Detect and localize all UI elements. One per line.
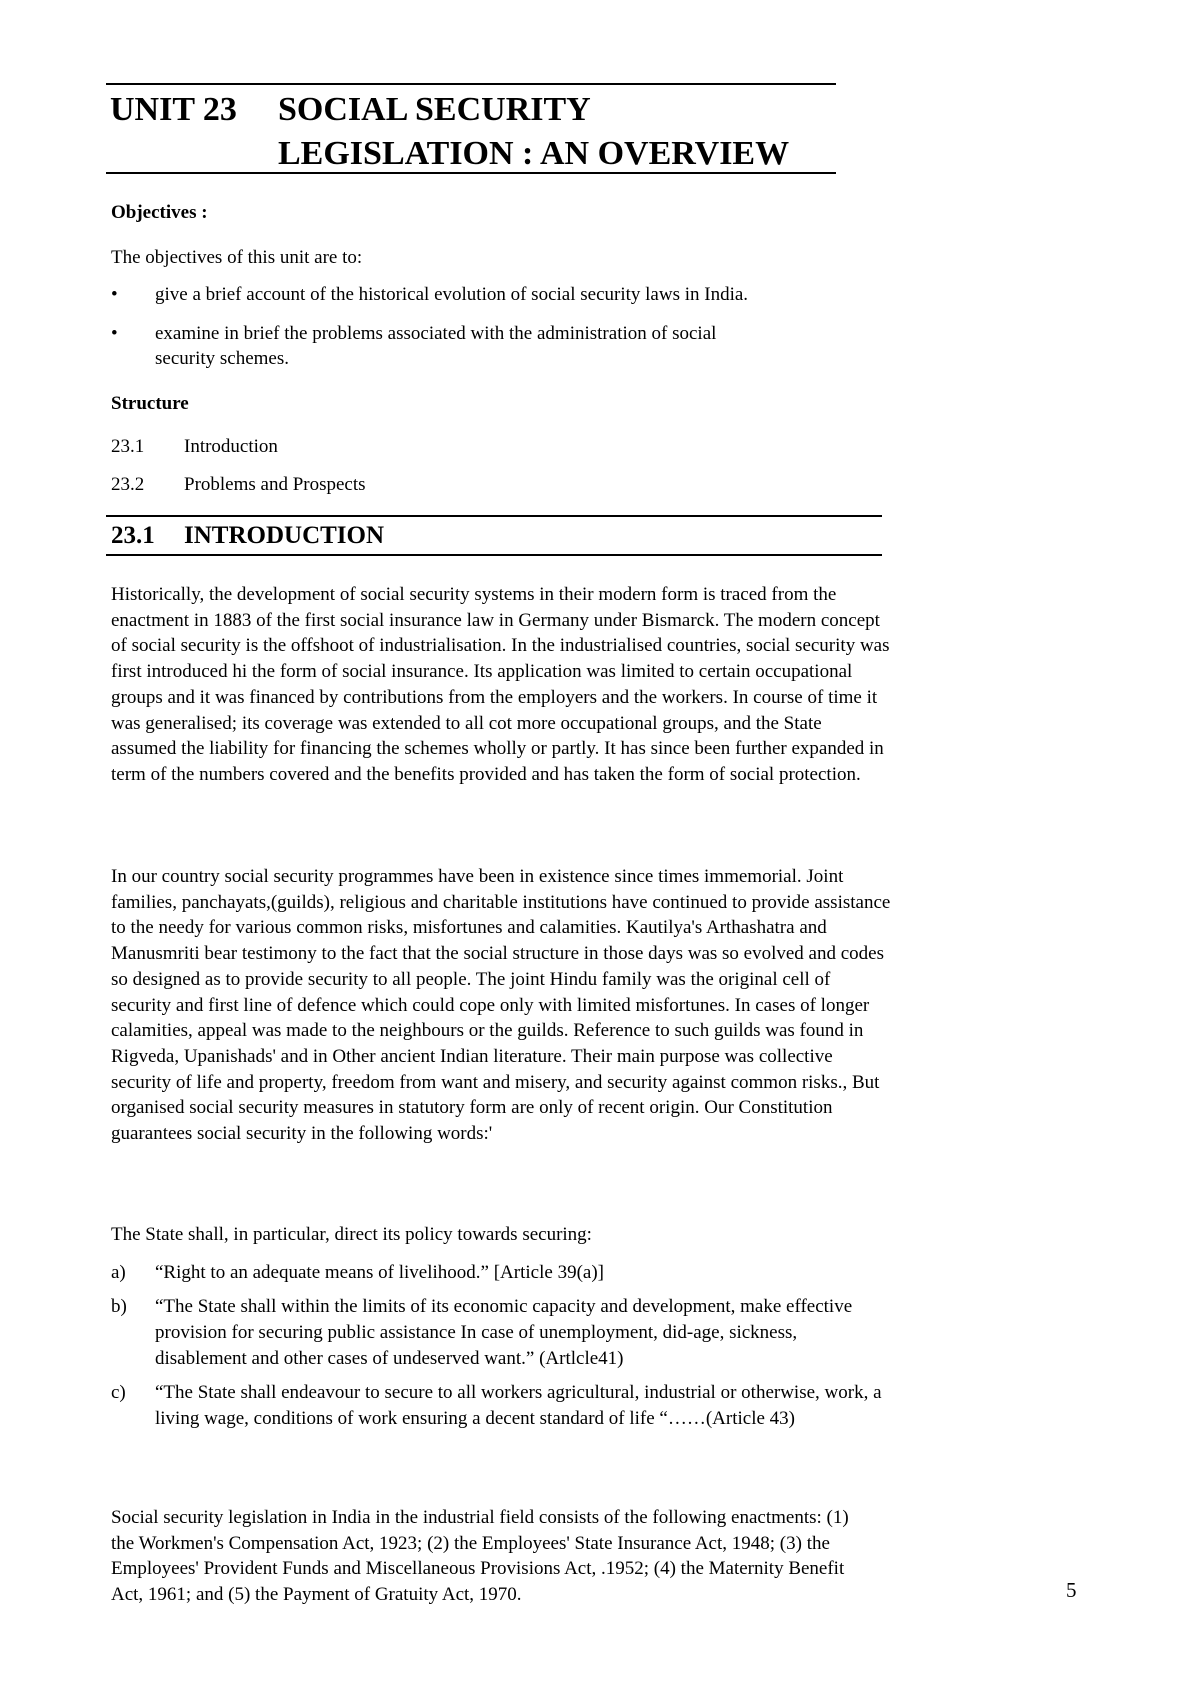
unit-title xyxy=(110,88,789,176)
unit-number: UNIT 23 xyxy=(110,91,237,128)
list-item xyxy=(111,282,871,307)
structure-item-title: Problems and Prospects xyxy=(184,474,366,495)
section-title: INTRODUCTION xyxy=(184,522,385,549)
structure-item-number: 23.2 xyxy=(111,474,145,495)
section-bottom-rule xyxy=(106,554,882,556)
section-number: 23.1 xyxy=(111,522,155,549)
paragraph-india: In our country social security programmes have been in existence since times immemorial. Joint families, panchayats,(guilds), religious and charitable institutions have continued to provide assistance to the needy for various common risks, misfortunes and calamities. Kautilya's Arthashatra and Manusmriti bear testimony to the fact that the social structure in those days was so evolved and codes so designed as to provide security to all people. The joint Hindu family was the original cell of security and first line of defence which could cope only with limited misfortunes. In cases of longer calamities, appeal was made to the neighbours or the guilds. Reference to such guilds was found in Rigveda, Upanishads' and in Other ancient Indian literature. Their main purpose was collective security of life and property, freedom from want and misery, and security against common risks., But organised social security measures in statutory form are only of recent origin. Our Constitution guarantees social security in the following words:' xyxy=(111,866,891,1145)
paragraph-legislation: Social security legislation in India in the industrial field consists of the following enactments: (1) the Workmen's Compensation Act, 1923; (2) the Employees' State Insurance Act, 1948; (3) the Employees' Provident Funds and Miscellaneous Provisions Act, .1952; (4) the Maternity Benefit Act, 1961; and (5) the Payment of Gratuity Act, 1970. xyxy=(111,1507,849,1606)
bullet-text: give a brief account of the historical evolution of social security laws in India. xyxy=(155,284,749,305)
section-heading xyxy=(111,522,384,550)
structure-item-number: 23.1 xyxy=(111,436,145,457)
structure-heading: Structure xyxy=(111,393,189,414)
bullet-icon: • xyxy=(111,323,118,344)
paragraph-state-policy: The State shall, in particular, direct its policy towards securing: xyxy=(111,1224,592,1245)
list-item xyxy=(111,1260,901,1286)
bullet-text: examine in brief the problems associated with the administration of social security schemes. xyxy=(155,323,717,369)
list-item xyxy=(111,1380,901,1432)
unit-title-line2: LEGISLATION : AN OVERVIEW xyxy=(278,135,790,172)
item-text: “The State shall endeavour to secure to all workers agricultural, industrial or otherwise, work, a living wage, conditions of work ensuring a decent standard of life “……(Article 43) xyxy=(155,1382,882,1429)
article-list xyxy=(111,1260,901,1440)
structure-item xyxy=(111,474,611,496)
page-number: 5 xyxy=(1066,1578,1077,1602)
title-top-rule xyxy=(106,83,836,85)
item-label: b) xyxy=(111,1296,127,1317)
structure-item xyxy=(111,436,611,458)
objectives-list xyxy=(111,282,871,385)
title-bottom-rule xyxy=(106,172,836,174)
unit-title-line1: SOCIAL SECURITY xyxy=(278,91,591,128)
paragraph-history: Historically, the development of social security systems in their modern form is traced from the enactment in 1883 of the first social insurance law in Germany under Bismarck. The modern concept of social security is the offshoot of industrialisation. In the industrialised countries, social security was first introduced hi the form of social insurance. Its application was limited to certain occupational groups and it was financed by contributions from the employers and the workers. In course of time it was generalised; its coverage was extended to all cot more occupational groups, and the State assumed the liability for financing the schemes wholly or partly. It has since been further expanded in term of the numbers covered and the benefits provided and has taken the form of social protection. xyxy=(111,584,890,785)
list-item xyxy=(111,321,871,371)
bullet-icon: • xyxy=(111,284,118,305)
list-item xyxy=(111,1294,901,1372)
structure-item-title: Introduction xyxy=(184,436,278,457)
item-text: “The State shall within the limits of its economic capacity and development, make effective provision for securing public assistance In case of unemployment, did-age, sickness, disablement and other cases of undeserved want.” (Artlcle41) xyxy=(155,1296,853,1369)
item-label: a) xyxy=(111,1262,126,1283)
item-text: “Right to an adequate means of livelihood.” [Article 39(a)] xyxy=(155,1262,604,1283)
objectives-intro: The objectives of this unit are to: xyxy=(111,247,363,268)
section-top-rule xyxy=(106,515,882,517)
item-label: c) xyxy=(111,1382,126,1403)
objectives-heading: Objectives : xyxy=(111,202,208,223)
